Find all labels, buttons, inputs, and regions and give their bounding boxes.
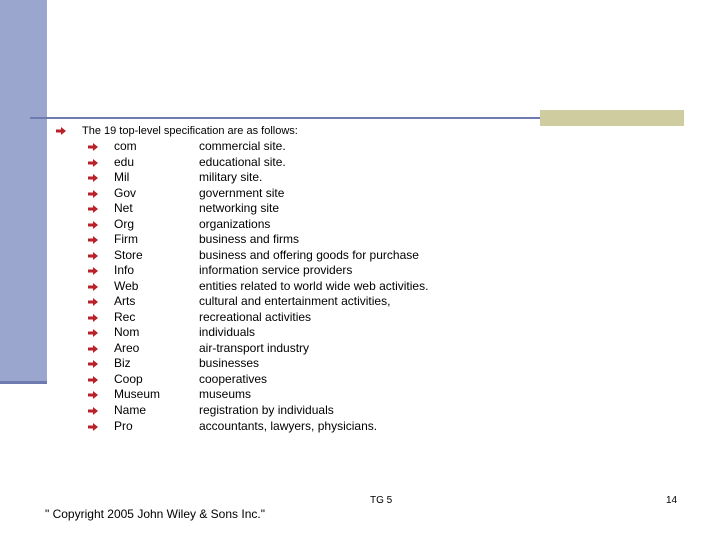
- domain-description: individuals: [199, 325, 256, 339]
- accent-block: [540, 110, 684, 126]
- left-accent-bar: [0, 0, 47, 383]
- domain-description: cultural and entertainment activities,: [199, 294, 391, 308]
- intro-text: The 19 top-level specification are as follows:: [82, 125, 298, 137]
- domain-code: Org: [114, 217, 135, 231]
- footer-copyright: " Copyright 2005 John Wiley & Sons Inc.": [45, 507, 265, 521]
- arrow-bullet-icon: [88, 360, 98, 368]
- domain-code: Areo: [114, 341, 140, 355]
- domain-code: Firm: [114, 232, 138, 246]
- domain-code: Arts: [114, 294, 136, 308]
- domain-code: Mil: [114, 170, 130, 184]
- arrow-bullet-icon: [88, 314, 98, 322]
- arrow-bullet-icon: [88, 423, 98, 431]
- arrow-bullet-icon: [88, 252, 98, 260]
- domain-description: organizations: [199, 217, 271, 231]
- arrow-bullet-icon: [88, 143, 98, 151]
- domain-code: Pro: [114, 419, 133, 433]
- domain-description: business and offering goods for purchase: [199, 248, 419, 262]
- domain-code: edu: [114, 155, 135, 169]
- domain-code: Info: [114, 263, 135, 277]
- page-number: 14: [666, 495, 678, 506]
- domain-description: information service providers: [199, 263, 353, 277]
- domain-description: commercial site.: [199, 139, 286, 153]
- domain-code: Biz: [114, 356, 131, 370]
- domain-code: Gov: [114, 186, 137, 200]
- domain-description: military site.: [199, 170, 263, 184]
- domain-description: museums: [199, 387, 252, 401]
- domain-description: cooperatives: [199, 372, 268, 386]
- arrow-bullet-icon: [88, 345, 98, 353]
- domain-code: Rec: [114, 310, 136, 324]
- domain-description: business and firms: [199, 232, 300, 246]
- arrow-bullet-icon: [88, 298, 98, 306]
- domain-code: Net: [114, 201, 133, 215]
- arrow-bullet-icon: [88, 159, 98, 167]
- footer-tg-label: TG 5: [370, 495, 393, 506]
- arrow-bullet-icon: [88, 221, 98, 229]
- arrow-bullet-icon: [88, 205, 98, 213]
- domain-code: Name: [114, 403, 147, 417]
- domain-code: com: [114, 139, 137, 153]
- domain-description: networking site: [199, 201, 280, 215]
- domain-description: accountants, lawyers, physicians.: [199, 419, 378, 433]
- arrow-bullet-icon: [88, 174, 98, 182]
- domain-code: Museum: [114, 387, 161, 401]
- arrow-bullet-icon: [88, 376, 98, 384]
- arrow-bullet-icon: [88, 190, 98, 198]
- arrow-bullet-icon: [88, 283, 98, 291]
- arrow-bullet-icon: [56, 127, 66, 135]
- domain-code: Coop: [114, 372, 143, 386]
- arrow-bullet-icon: [88, 407, 98, 415]
- domain-description: registration by individuals: [199, 403, 334, 417]
- arrow-bullet-icon: [88, 329, 98, 337]
- domain-description: businesses: [199, 356, 260, 370]
- arrow-bullet-icon: [88, 236, 98, 244]
- domain-description: entities related to world wide web activities.: [199, 279, 429, 293]
- domain-code: Nom: [114, 325, 140, 339]
- arrow-bullet-icon: [88, 391, 98, 399]
- domain-description: air-transport industry: [199, 341, 310, 355]
- arrow-bullet-icon: [88, 267, 98, 275]
- left-accent-bar-edge: [0, 381, 47, 384]
- domain-description: government site: [199, 186, 285, 200]
- domain-code: Web: [114, 279, 139, 293]
- domain-description: educational site.: [199, 155, 286, 169]
- domain-code: Store: [114, 248, 143, 262]
- domain-description: recreational activities: [199, 310, 312, 324]
